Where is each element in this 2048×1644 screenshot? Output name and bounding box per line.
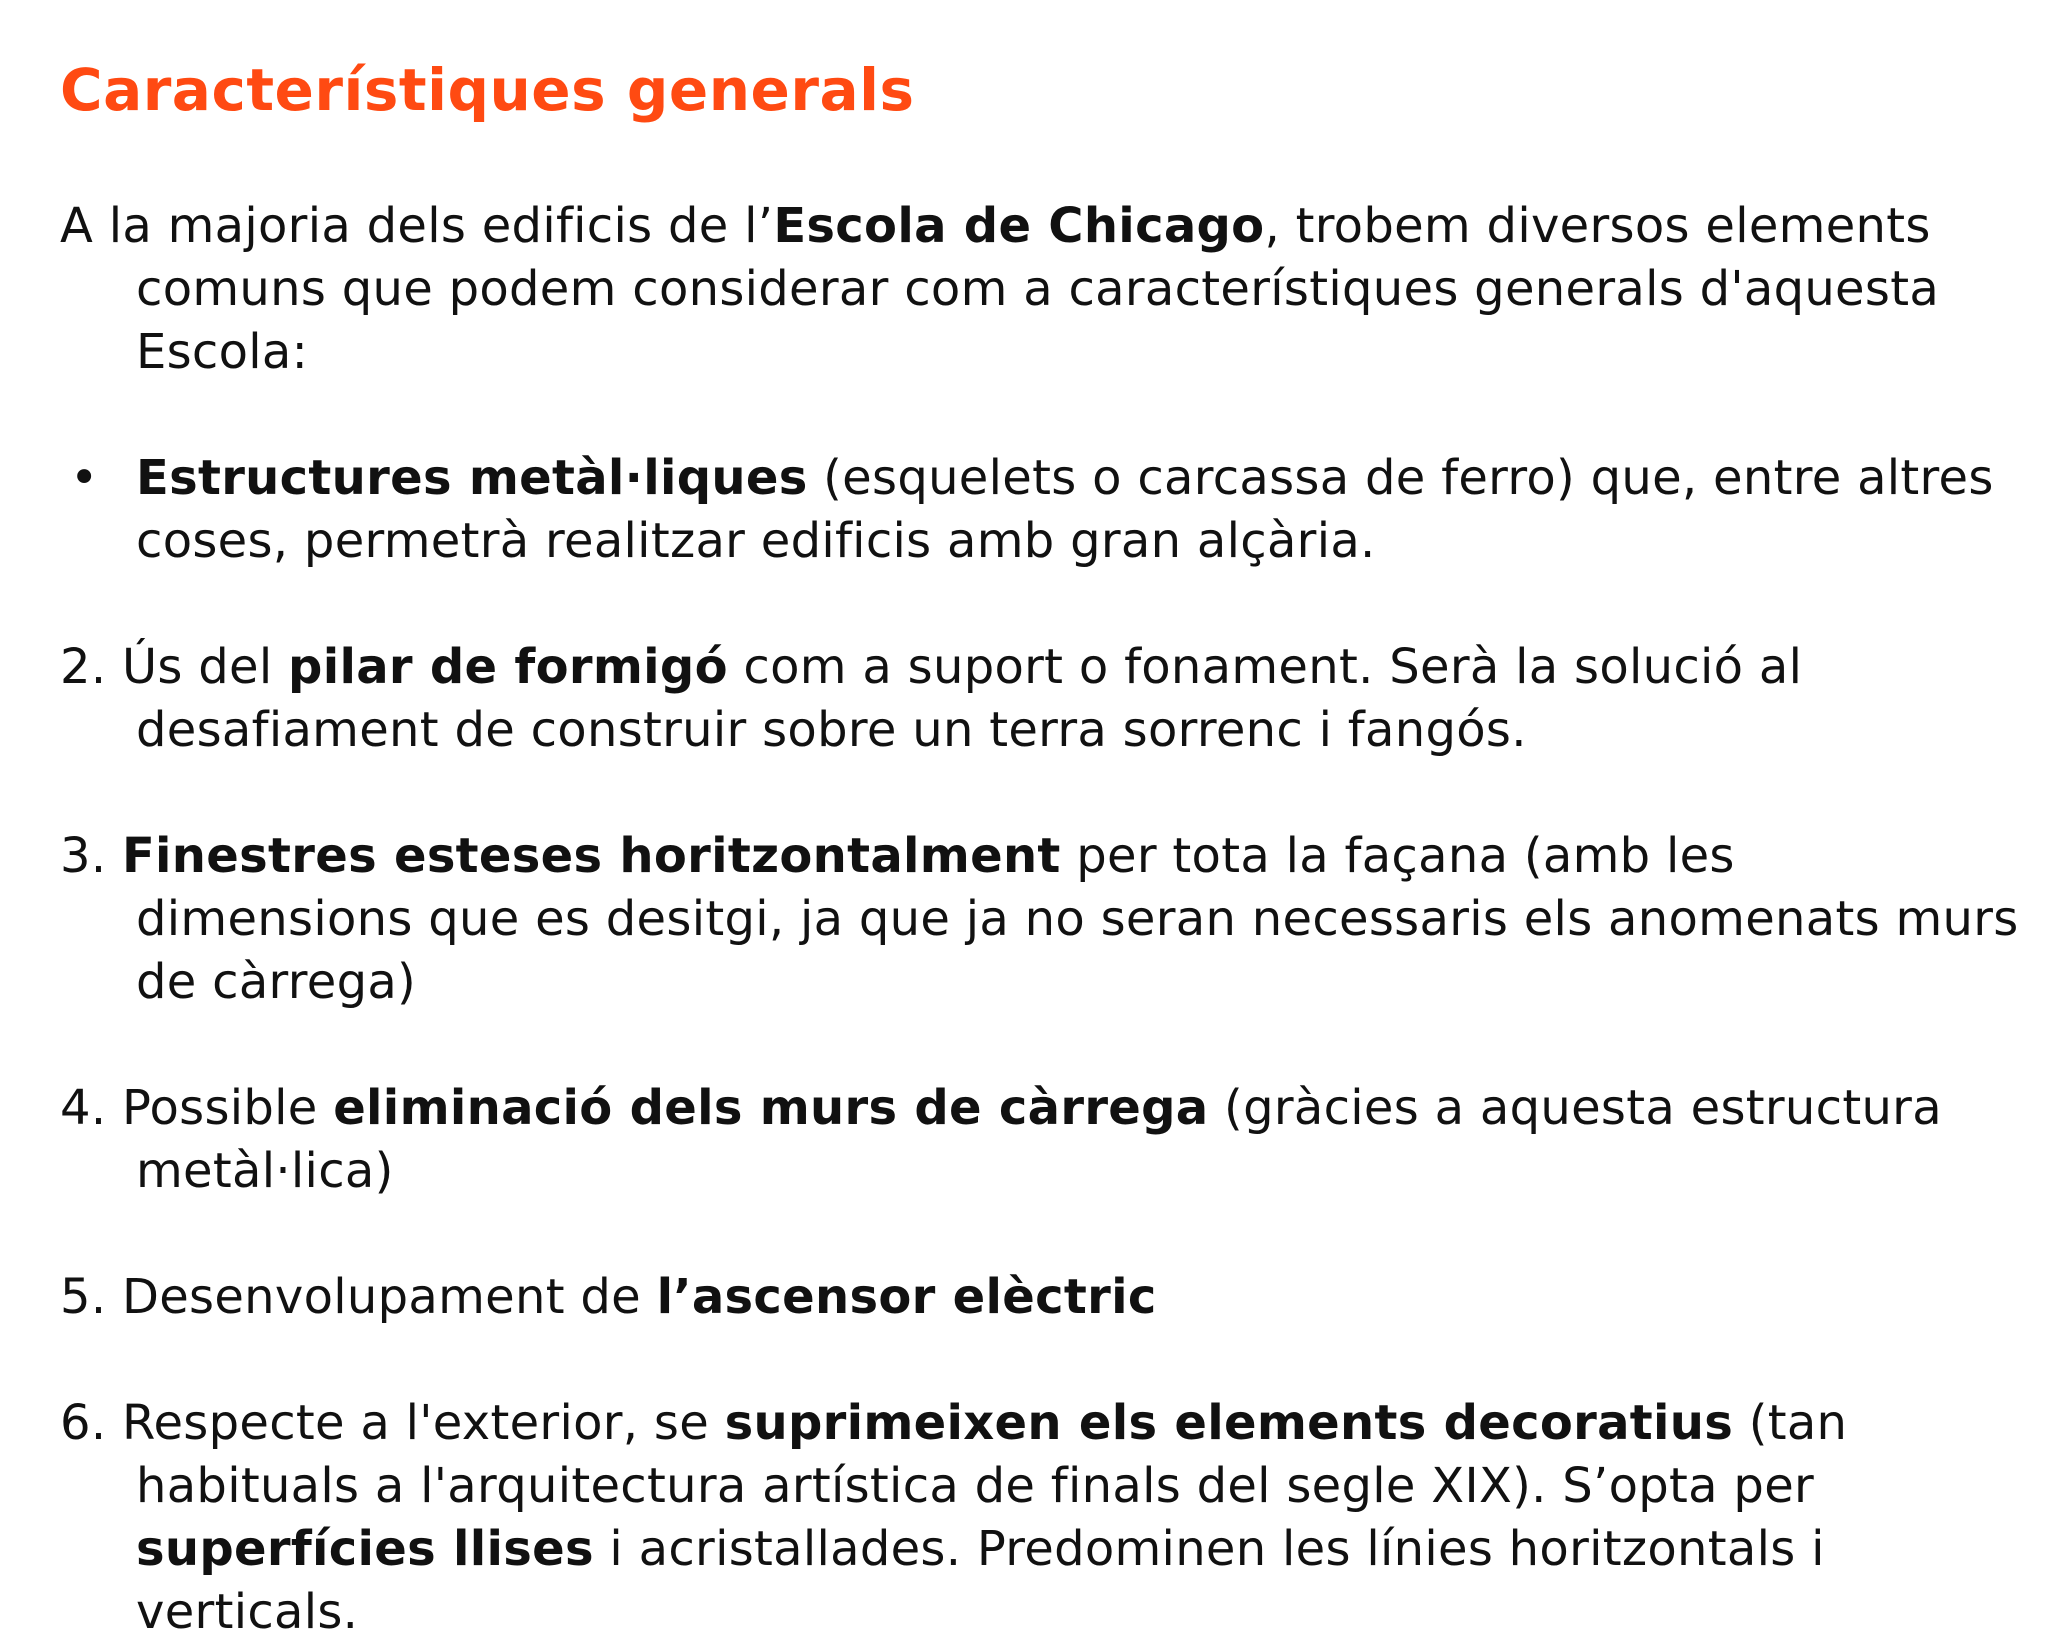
item-3-prefix: 3. — [60, 828, 122, 884]
list-item-5 — [60, 1266, 2020, 1329]
spacer — [60, 1329, 2020, 1392]
spacer — [60, 762, 2020, 825]
list-item-1 — [60, 447, 2020, 573]
item-4-prefix: 4. Possible — [60, 1080, 334, 1136]
intro-text-1: A la majoria dels edificis de l’ — [60, 198, 774, 254]
spacer — [60, 573, 2020, 636]
item-6-text: (tan habituals a l'arquitectura artística de finals del segle XIX). S’opta per — [136, 1395, 1848, 1514]
item-6-bold-2: superfícies llises — [136, 1521, 594, 1577]
intro-paragraph — [60, 195, 2020, 384]
item-6-prefix: 6. Respecte a l'exterior, se — [60, 1395, 725, 1451]
slide-body — [60, 195, 2020, 1644]
item-6-bold: suprimeixen els elements decoratius — [724, 1395, 1734, 1451]
list-item-4 — [60, 1077, 2020, 1203]
spacer — [60, 384, 2020, 447]
spacer — [60, 1014, 2020, 1077]
bullet-icon: • — [70, 450, 99, 506]
slide-title: Característiques generals — [60, 56, 915, 124]
item-5-prefix: 5. Desenvolupament de — [60, 1269, 657, 1325]
item-3-text: per tota la façana (amb les dimensions que es desitgi, ja que ja no seran necessaris els anomenats murs de càrrega) — [136, 828, 2019, 1010]
spacer — [60, 1203, 2020, 1266]
item-4-text: (gràcies a aquesta estructura metàl·lica) — [136, 1080, 1942, 1199]
intro-bold: Escola de Chicago — [773, 198, 1265, 254]
item-5-bold: l’ascensor elèctric — [656, 1269, 1157, 1325]
item-4-bold: eliminació dels murs de càrrega — [333, 1080, 1209, 1136]
item-2-prefix: 2. Ús del — [60, 639, 289, 695]
item-2-bold: pilar de formigó — [288, 639, 728, 695]
list-item-6 — [60, 1392, 2020, 1644]
list-item-2 — [60, 636, 2020, 762]
item-6-text-2: i acristallades. Predominen les línies horitzontals i verticals. — [136, 1521, 1825, 1640]
item-1-text: (esquelets o carcassa de ferro) que, entre altres coses, permetrà realitzar edificis amb gran alçària. — [136, 450, 1994, 569]
item-2-text: com a suport o fonament. Serà la solució al desafiament de construir sobre un terra sorrenc i fangós. — [136, 639, 1803, 758]
list-item-3 — [60, 825, 2020, 1014]
item-1-bold: Estructures metàl·liques — [136, 450, 808, 506]
item-3-bold: Finestres esteses horitzontalment — [121, 828, 1061, 884]
intro-text-2: , trobem diversos elements comuns que podem considerar com a característiques generals d'aquesta Escola: — [136, 198, 1940, 380]
